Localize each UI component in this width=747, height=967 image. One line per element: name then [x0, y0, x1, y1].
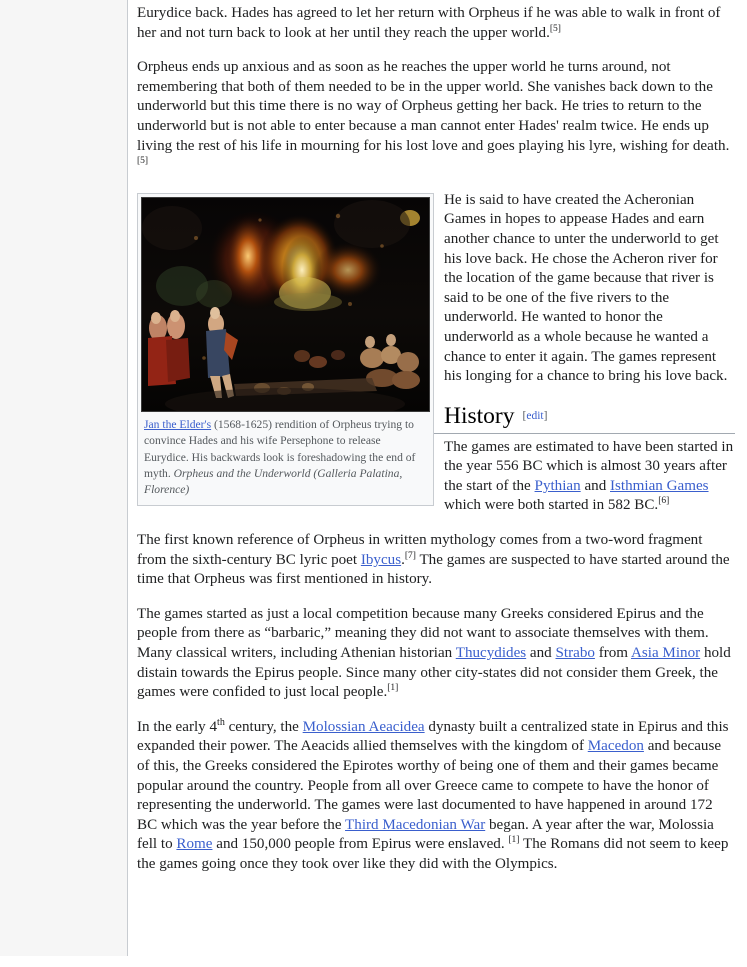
link-isthmian-games[interactable]: Isthmian Games [610, 477, 709, 494]
article-content-column [129, 0, 747, 890]
paragraph-text: The games started as just a local competition because many Greeks considered Epirus and the people from there as “barbaric,” meaning they did not want to associate themselves with them. Many classical writers, including Athenian historian [137, 605, 709, 662]
link-macedon[interactable]: Macedon [587, 738, 644, 755]
page-title: History [444, 402, 515, 429]
paragraph-text: and 150,000 people from Epirus were enslaved. [212, 836, 509, 853]
edit-bracket-open: [ [522, 409, 527, 422]
reference-marker-1b[interactable]: [1] [508, 835, 520, 846]
left-sidebar-column [0, 0, 128, 956]
link-strabo[interactable]: Strabo [555, 645, 595, 662]
link-rome[interactable]: Rome [176, 836, 213, 853]
paragraph-orpheus-anxious [137, 58, 735, 176]
link-thucydides[interactable]: Thucydides [455, 645, 527, 662]
paragraph-molossian-aeacidea [137, 718, 735, 875]
link-ibycus[interactable]: Ibycus [360, 551, 402, 568]
image-thumbnail-frame [137, 193, 434, 506]
paragraph-text: dynasty built a centralized state in Epirus and this expanded their power. The Aeacids allied themselves with the kingdom of [137, 718, 729, 755]
paragraph-text: Eurydice back. Hades has agreed to let her return with Orpheus if he was able to walk in front of her and not turn back to look at her until they reach the upper world. [137, 5, 721, 41]
paragraph-first-reference [137, 531, 735, 590]
edit-section-link-wrapper [523, 410, 548, 422]
paragraph-text: from [594, 645, 631, 662]
paragraph-text: and because of this, the Greeks considered the Epirotes worthy of being one of them and their games became popular around the country. People from all over Greece came to compete to have the honor of representing the underworld. The games were last documented to have happened in around 172 BC which was the year before the [137, 738, 722, 833]
paragraph-text: Orpheus ends up anxious and as soon as he reaches the upper world he turns around, not remembering that both of them needed to be in the upper world. She vanishes back down to the underworld but this time there is no way of Orpheus getting her back. He tries to return to the underworld but is not able to enter because a man cannot enter Hades' realm twice. He ends up living the rest of his life in mourning for his lost love and goes playing his lyre, wishing for death. [137, 59, 730, 154]
paragraph-text: The first known reference of Orpheus in written mythology comes from a two-word fragment from the sixth-century BC lyric poet [137, 532, 703, 568]
paragraph-text: . [401, 551, 405, 568]
edit-bracket-close: ] [543, 409, 548, 422]
reference-marker-5b[interactable]: [5] [137, 156, 149, 167]
paragraph-text: began. A year after the war, Molossia fell to [137, 816, 714, 853]
link-molossian-aeacidea[interactable]: Molossian Aeacidea [302, 718, 425, 735]
paragraph-text: which were both started in 582 BC. [444, 497, 659, 514]
link-asia-minor[interactable]: Asia Minor [630, 645, 701, 662]
reference-marker-5a[interactable]: [5] [549, 23, 561, 34]
paragraph-text: hold distain towards the Epirus people. Since many other city-states did not consider them Greek, the games were confided to just local people. [137, 645, 731, 701]
paragraph-acheronian-games: He is said to have created the Acheronian Games in hopes to appease Hades and earn another chance to unter the underworld to get his love back. He chose the Acheron river for the location of the game because that river is said to be one of the five rivers to the underworld. He wanted to honor the underworld as a whole because he wanted a chance to enter it again. The games represent his longing for a chance to bring his love back. [444, 191, 728, 385]
paragraph-text: and [526, 645, 556, 662]
reference-marker-1a[interactable]: [1] [387, 683, 399, 694]
edit-section-link[interactable]: edit [526, 409, 544, 422]
reference-marker-7[interactable]: [7] [404, 550, 416, 561]
link-third-macedonian-war[interactable]: Third Macedonian War [345, 816, 486, 833]
thumbnail-and-history-block [137, 191, 735, 531]
paragraph-text: and [580, 477, 611, 494]
paragraph-text: In the early 4 [137, 718, 218, 735]
paragraph-text: The games are estimated to have been started in the year 556 BC which is almost 30 years after the start of the [444, 438, 734, 494]
paragraph-text: The Romans did not seem to keep the games going once they took over like they did with the Olympics. [137, 836, 729, 872]
paragraph-local-competition [137, 605, 735, 703]
paragraph-text: The games are suspected to have started around the time that Orpheus was first mentioned in history. [137, 551, 730, 588]
orpheus-underworld-painting[interactable] [141, 197, 430, 412]
image-caption [141, 412, 430, 502]
reference-marker-6[interactable]: [6] [658, 496, 670, 507]
caption-artist-link[interactable]: Jan the Elder's [144, 417, 212, 431]
paragraph-text: century, the [224, 718, 303, 735]
link-pythian[interactable]: Pythian [534, 477, 581, 494]
caption-artwork-title: Orpheus and the Underworld (Galleria Palatina, Florence) [144, 466, 403, 497]
paragraph-eurydice-back [137, 4, 735, 43]
caption-text: (1568-1625) rendition of Orpheus trying to convince Hades and his wife Persephone to release Eurydice. His backwards look is foreshadowing the end of myth. [144, 417, 416, 480]
ordinal-suffix: th [217, 716, 225, 728]
